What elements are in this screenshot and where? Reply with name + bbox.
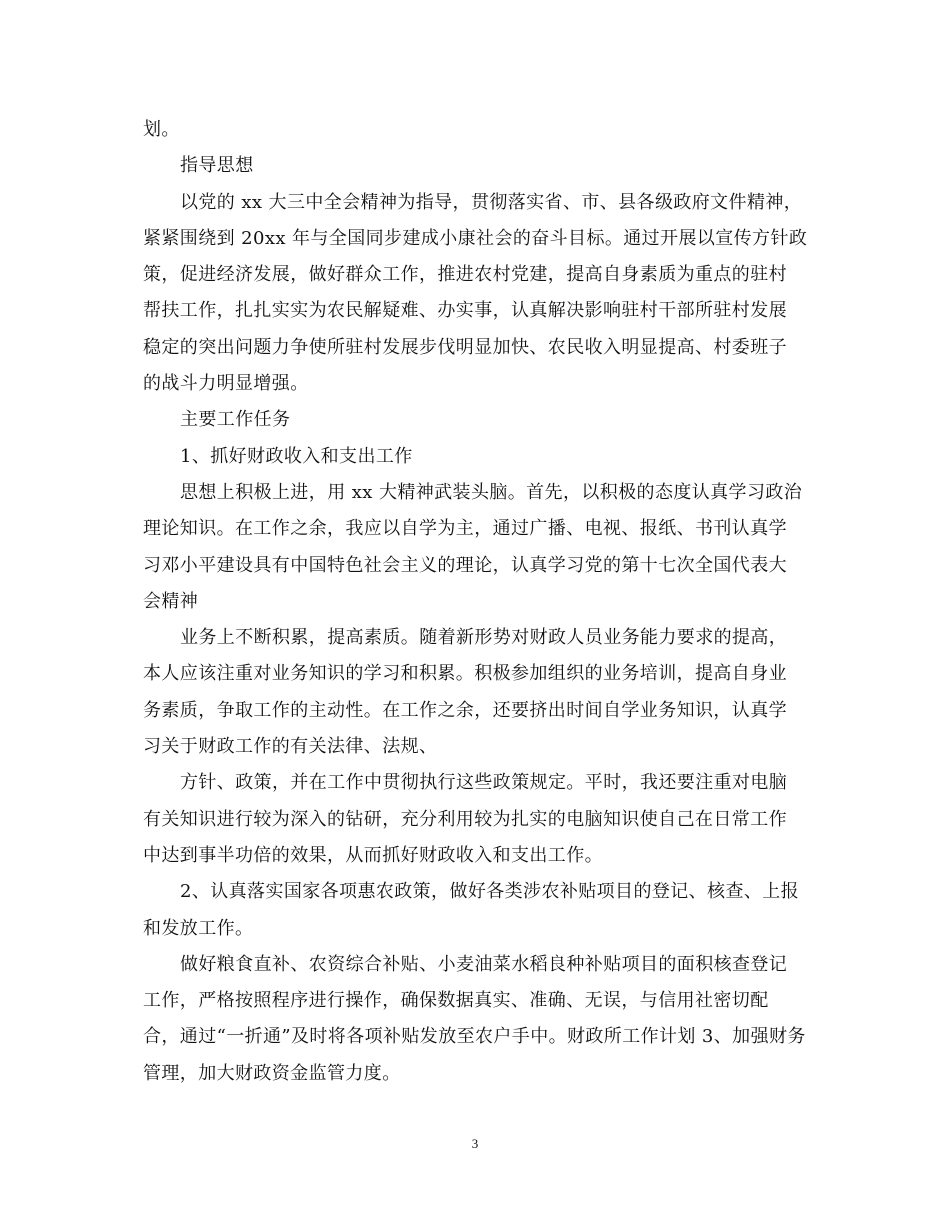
text-line: 习关于财政工作的有关法律、法规、 — [143, 736, 438, 758]
document-body — [143, 112, 807, 1092]
text-line: 有关知识进行较为深入的钻研，充分利用较为扎实的电脑知识使自己在日常工作 — [143, 808, 787, 830]
heading-guiding-ideology: 指导思想 — [180, 155, 254, 177]
text-line: 工作，严格按照程序进行操作，确保数据真实、准确、无误，与信用社密切配 — [143, 990, 769, 1012]
text-line: 管理，加大财政资金监管力度。 — [143, 1062, 401, 1084]
text-line: 稳定的突出问题力争使所驻村发展步伐明显加快、农民收入明显提高、村委班子 — [143, 336, 787, 358]
text-line: 本人应该注重对业务知识的学习和积累。积极参加组织的业务培训，提高自身业 — [143, 663, 787, 685]
text-line: 做好粮食直补、农资综合补贴、小麦油菜水稻良种补贴项目的面积核查登记 — [180, 953, 788, 975]
text-line: 务素质，争取工作的主动性。在工作之余，还要挤出时间自学业务知识，认真学 — [143, 699, 787, 721]
text-line: 的战斗力明显增强。 — [143, 373, 309, 395]
text-line: 业务上不断积累，提高素质。随着新形势对财政人员业务能力要求的提高， — [180, 627, 788, 649]
text-line: 中达到事半功倍的效果，从而抓好财政收入和支出工作。 — [143, 844, 603, 866]
text-line: 划。 — [143, 119, 180, 140]
text-line: 策，促进经济发展，做好群众工作，推进农村党建，提高自身素质为重点的驻村 — [143, 264, 787, 286]
text-line: 紧紧围绕到 20xx 年与全国同步建成小康社会的奋斗目标。通过开展以宣传方针政 — [143, 227, 808, 249]
text-line: 帮扶工作，扎扎实实为农民解疑难、办实事，认真解决影响驻村干部所驻村发展 — [143, 300, 787, 322]
text-line: 理论知识。在工作之余，我应以自学为主，通过广播、电视、报纸、书刊认真学 — [143, 518, 787, 540]
page-number: 3 — [471, 1136, 479, 1151]
task-heading-2: 2、认真落实国家各项惠农政策，做好各类涉农补贴项目的登记、核查、上报 — [180, 881, 800, 903]
text-line: 会精神 — [143, 590, 199, 612]
text-line: 方针、政策，并在工作中贯彻执行这些政策规定。平时，我还要注重对电脑 — [180, 772, 788, 794]
text-line: 和发放工作。 — [143, 917, 254, 939]
text-line: 以党的 xx 大三中全会精神为指导，贯彻落实省、市、县各级政府文件精神， — [180, 191, 803, 213]
text-line: 习邓小平建设具有中国特色社会主义的理论，认真学习党的第十七次全国代表大 — [143, 554, 787, 576]
text-line: 思想上积极上进，用 xx 大精神武装头脑。首先，以积极的态度认真学习政治 — [180, 481, 803, 503]
text-line: 合，通过“一折通”及时将各项补贴发放至农户手中。财政所工作计划 3、加强财务 — [143, 1026, 806, 1048]
heading-main-tasks: 主要工作任务 — [180, 409, 291, 431]
task-heading-1: 1、抓好财政收入和支出工作 — [180, 445, 413, 467]
